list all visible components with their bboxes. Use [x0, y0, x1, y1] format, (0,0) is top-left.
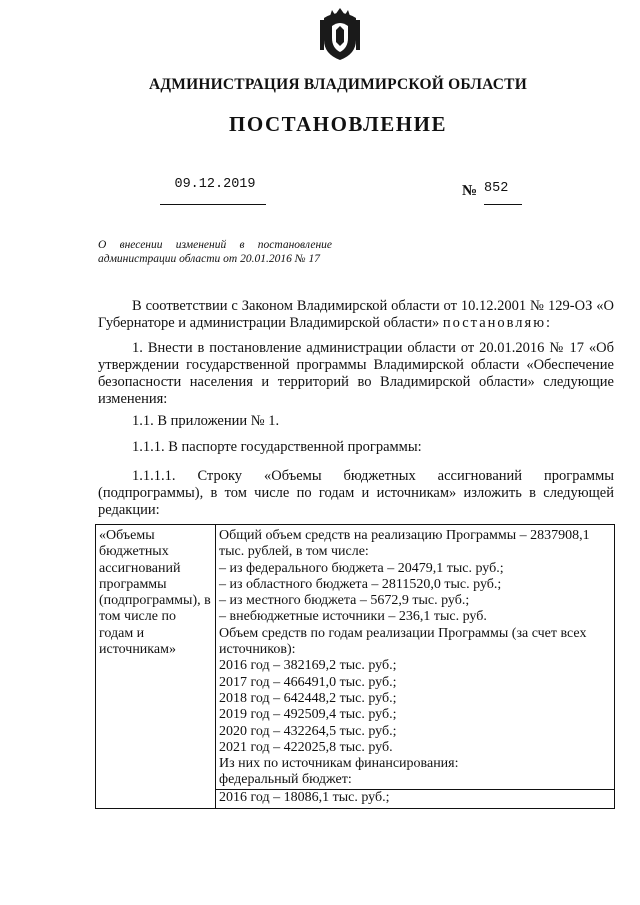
table-line: – из федерального бюджета – 20479,1 тыс. руб.;	[219, 560, 504, 576]
table-value-cell	[216, 525, 615, 809]
table-line: Объем средств по годам реализации Программы (за счет всех источников):	[219, 625, 587, 658]
table-line: – внебюджетные источники – 236,1 тыс. руб.	[219, 609, 487, 625]
table-line: 2017 год – 466491,0 тыс. руб.;	[219, 674, 397, 690]
paragraph-item-1-1-1-1: 1.1.1.1. Строку «Объемы бюджетных ассигнований программы (подпрограммы), в том числе по годам и источникам» изложить в следующей редакции:	[98, 468, 614, 518]
resolve-word: постановляю:	[442, 315, 553, 331]
number-underline	[484, 204, 522, 205]
table-line-last: 2016 год – 18086,1 тыс. руб.;	[219, 789, 390, 805]
document-subject: О внесении изменений в постановление администрации области от 20.01.2016 № 17	[98, 239, 332, 265]
number-sign: №	[462, 183, 478, 199]
table-line: 2018 год – 642448,2 тыс. руб.;	[219, 690, 397, 706]
table-line: 2019 год – 492509,4 тыс. руб.;	[219, 707, 397, 723]
document-date: 09.12.2019	[174, 177, 256, 192]
budget-allocations-table	[95, 524, 615, 809]
document-number: 852	[484, 181, 509, 196]
table-line: федеральный бюджет:	[219, 772, 352, 788]
paragraph-preamble	[98, 298, 614, 332]
table-line: – из местного бюджета – 5672,9 тыс. руб.;	[219, 593, 470, 609]
table-line: Общий объем средств на реализацию Программы – 2837908,1 тыс. рублей, в том числе:	[219, 528, 590, 560]
table-row	[96, 525, 615, 809]
table-line: 2021 год – 422025,8 тыс. руб.	[219, 739, 393, 755]
table-line: – из областного бюджета – 2811520,0 тыс. руб.;	[219, 576, 502, 592]
paragraph-item-1: 1. Внести в постановление администрации области от 20.01.2016 № 17 «Об утверждении государственной программы Владимирской области «Обеспечение безопасности населения и территорий во Владимирской области» следующие изменения:	[98, 340, 614, 407]
paragraph-item-1-1-1: 1.1.1. В паспорте государственной программы:	[132, 439, 422, 455]
paragraph-item-1-1: 1.1. В приложении № 1.	[132, 413, 280, 429]
coat-of-arms-emblem	[318, 6, 362, 62]
table-line: 2016 год – 382169,2 тыс. руб.;	[219, 658, 397, 674]
date-underline	[160, 204, 266, 205]
organization-title: АДМИНИСТРАЦИЯ ВЛАДИМИРСКОЙ ОБЛАСТИ	[149, 76, 527, 93]
preamble-text: В соответствии с Законом Владимирской области от 10.12.2001 № 129-ОЗ «О Губернаторе и администрации Владимирской области»	[98, 298, 614, 331]
document-type-title: ПОСТАНОВЛЕНИЕ	[229, 112, 447, 136]
table-line: 2020 год – 432264,5 тыс. руб.;	[219, 723, 397, 739]
table-line: Из них по источникам финансирования:	[219, 756, 459, 772]
table-label-cell: «Объемы бюджетных ассигнований программы (подпрограммы), в том числе по годам и источникам»	[96, 525, 216, 809]
